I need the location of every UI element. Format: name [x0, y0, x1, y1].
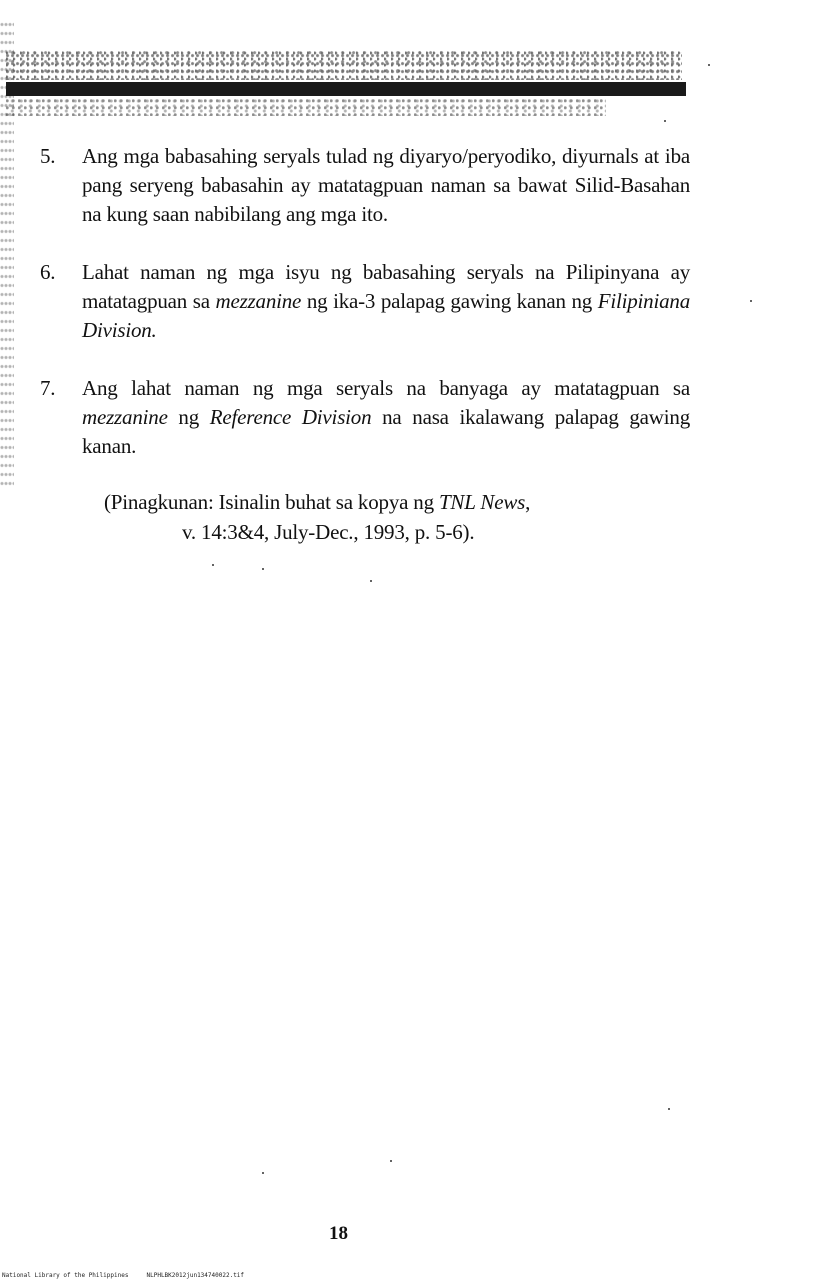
header-rule: [6, 82, 686, 96]
list-item-text: Ang lahat naman ng mga seryals na banyaga ay matatagpuan sa: [82, 376, 690, 400]
source-publication: TNL News: [438, 490, 526, 514]
list-item-text: na nasa ikalawang palapag gawing kanan.: [82, 405, 690, 458]
scan-header-noise: [6, 50, 682, 80]
italic-term: Filipiniana Division.: [82, 289, 691, 342]
list-item-number: 6.: [40, 260, 56, 284]
list-item-text: ng ika-3 palapag gawing kanan ng: [301, 289, 598, 313]
source-suffix: ,: [525, 490, 531, 514]
list-item-number: 7.: [40, 376, 56, 400]
scan-speck: [664, 120, 666, 122]
scan-speck: [370, 580, 372, 582]
scan-header-noise-lower: [6, 98, 606, 116]
scan-speck: [668, 1108, 670, 1110]
list-item-text: ng: [167, 405, 210, 429]
list-item-text: Lahat naman ng mga isyu ng babasahing seryals na Pilipinyana ay matatagpuan sa: [82, 260, 690, 313]
list-item: [40, 258, 690, 345]
list-item-number: 5.: [40, 144, 56, 168]
scan-speck: [262, 568, 264, 570]
scan-speck: [390, 1160, 392, 1162]
scan-speck: [708, 64, 710, 66]
italic-term: mezzanine: [82, 405, 168, 429]
list-item: [40, 142, 690, 229]
italic-term: Reference Division: [209, 405, 372, 429]
list-item: [40, 374, 690, 461]
italic-term: mezzanine: [215, 289, 302, 313]
source-volume: v. 14:3&4, July-Dec., 1993, p. 5-6).: [182, 520, 475, 544]
list-item-text: Ang mga babasahing seryals tulad ng diyaryo/peryodiko, diyurnals at iba pang seryeng babasahin ay matatagpuan naman sa bawat Silid-Basahan na kung saan nabibilang ang mga ito.: [82, 144, 690, 226]
scan-footer-credit: National Library of the Philippines NLPHLBK2012jun134740022.tif: [2, 1272, 245, 1279]
scan-speck: [750, 300, 752, 302]
scan-speck: [212, 564, 214, 566]
page-number: 18: [329, 1223, 348, 1244]
scan-speck: [262, 1172, 264, 1174]
numbered-list: [40, 142, 690, 490]
source-citation: [104, 487, 664, 547]
source-prefix: (Pinagkunan: Isinalin buhat sa kopya ng: [104, 490, 439, 514]
